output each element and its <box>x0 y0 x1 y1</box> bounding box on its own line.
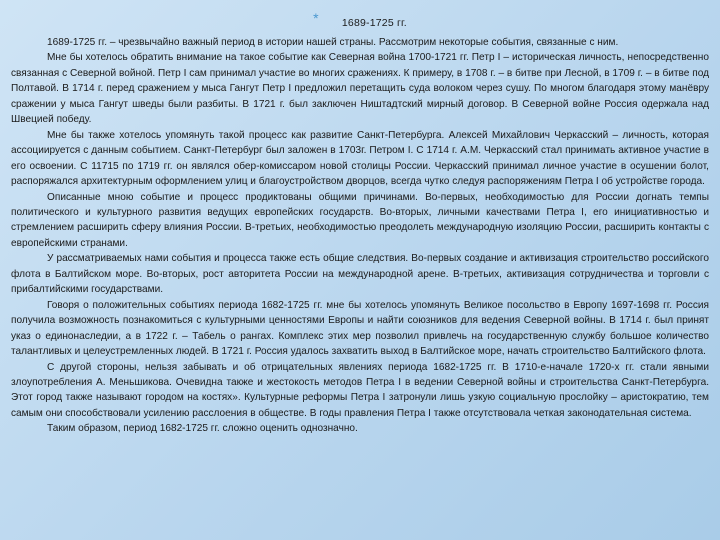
essay-text <box>11 35 709 437</box>
paragraph: Говоря о положительных событиях периода 1682-1725 гг. мне бы хотелось упомянуть Великое посольство в Европу 1697-1698 гг. Россия получила возможность познакомиться с культурными ценностями Европы и найти союзников для ведения Северной войны. В 1714 г. был принят указ о единонаследии, а в 1722 г. – Табель о рангах. Комплекс этих мер позволил привлечь на государственную службу большое количество талантливых и целеустремленных людей. В 1721 г. Россия удалось захватить выход в Балтийское море, начать строительство Балтийского флота. <box>11 299 709 358</box>
paragraph: 1689-1725 гг. – чрезвычайно важный период в истории нашей страны. Рассмотрим некоторые события, связанные с ним. <box>47 37 619 48</box>
slide-title: 1689-1725 гг. <box>341 17 407 29</box>
paragraph: У рассматриваемых нами события и процесса также есть общие следствия. Во-первых создание и активизация строительство российского флота в Балтийском море. Во-вторых, рост авторитета России на международной арене. В-третьих, активизация сотрудничества и торговли с прибалтийскими государствами. <box>11 253 709 296</box>
paragraph: Таким образом, период 1682-1725 гг. сложно оценить однозначно. <box>47 423 358 435</box>
asterisk-bullet-icon: * <box>313 10 319 26</box>
paragraph: Описанные мною событие и процесс продиктованы общими причинами. Во-первых, необходимостью для России догнать темпы политического и культурного развития ведущих европейских государств. Во-вторых, личными качествами Петра I, его инициативностью и стремлением расширить сферу влияния России. В-третьих, необходимостью преодолеть международную изоляцию России, расширить контакты с европейскими странами. <box>11 191 709 249</box>
paragraph: Мне бы хотелось обратить внимание на такое событие как Северная война 1700-1721 гг. Петр I – историческая личность, непосредственно связанная с Северной войной. Петр I сам принимал участие во многих сражениях. К примеру, в 1708 г. – в битве при Лесной, в 1709 г. – в битве под Полтавой. В 1714 г. перед сражением у мыса Гангут Петр I предложил перетащить суда волоком через сушу. По многом благодаря этому манёвру сражении у мыса Гангут шведы были разбиты. В 1721 г. был заключен Ништадтский мирный договор. В Северной войне Россия одержала над Швецией победу. <box>11 52 709 126</box>
paragraph: Мне бы также хотелось упомянуть такой процесс как развитие Санкт-Петербурга. Алексей Михайлович Черкасский – личность, которая ассоциируется с данным событием. Санкт-Петербург был заложен в 1703г. Петром I. С 1714 г. А.М. Черкасский стал принимать активное участие в его освоении. С 11715 по 1719 гг. он являлся обер-комиссаром новой столицы России. Черкасский принимал личное участие в осушении болот, распоряжался архитектурным оформлением улиц и благоустройством дворцов, всегда чутко следуя распоряжениям Петра I об устройстве города. <box>11 129 709 188</box>
slide-header <box>0 10 720 29</box>
paragraph: С другой стороны, нельзя забывать и об отрицательных явлениях периода 1682-1725 гг. В 1710-е-начале 1720-х гг. стали явными злоупотребления А. Меньшикова. Очевидна также и жестокость методов Петра I в ведении Северной войны и строительства Санкт-Петербурга. Этот город также называют городом на костях». Культурные реформы Петра I затронули лишь узкую социальную прослойку – аристократию, тем самым они способствовали усилению расслоения в обществе. В годы правления Петра I также отсутствовала четкая законодательная система. <box>11 361 709 419</box>
